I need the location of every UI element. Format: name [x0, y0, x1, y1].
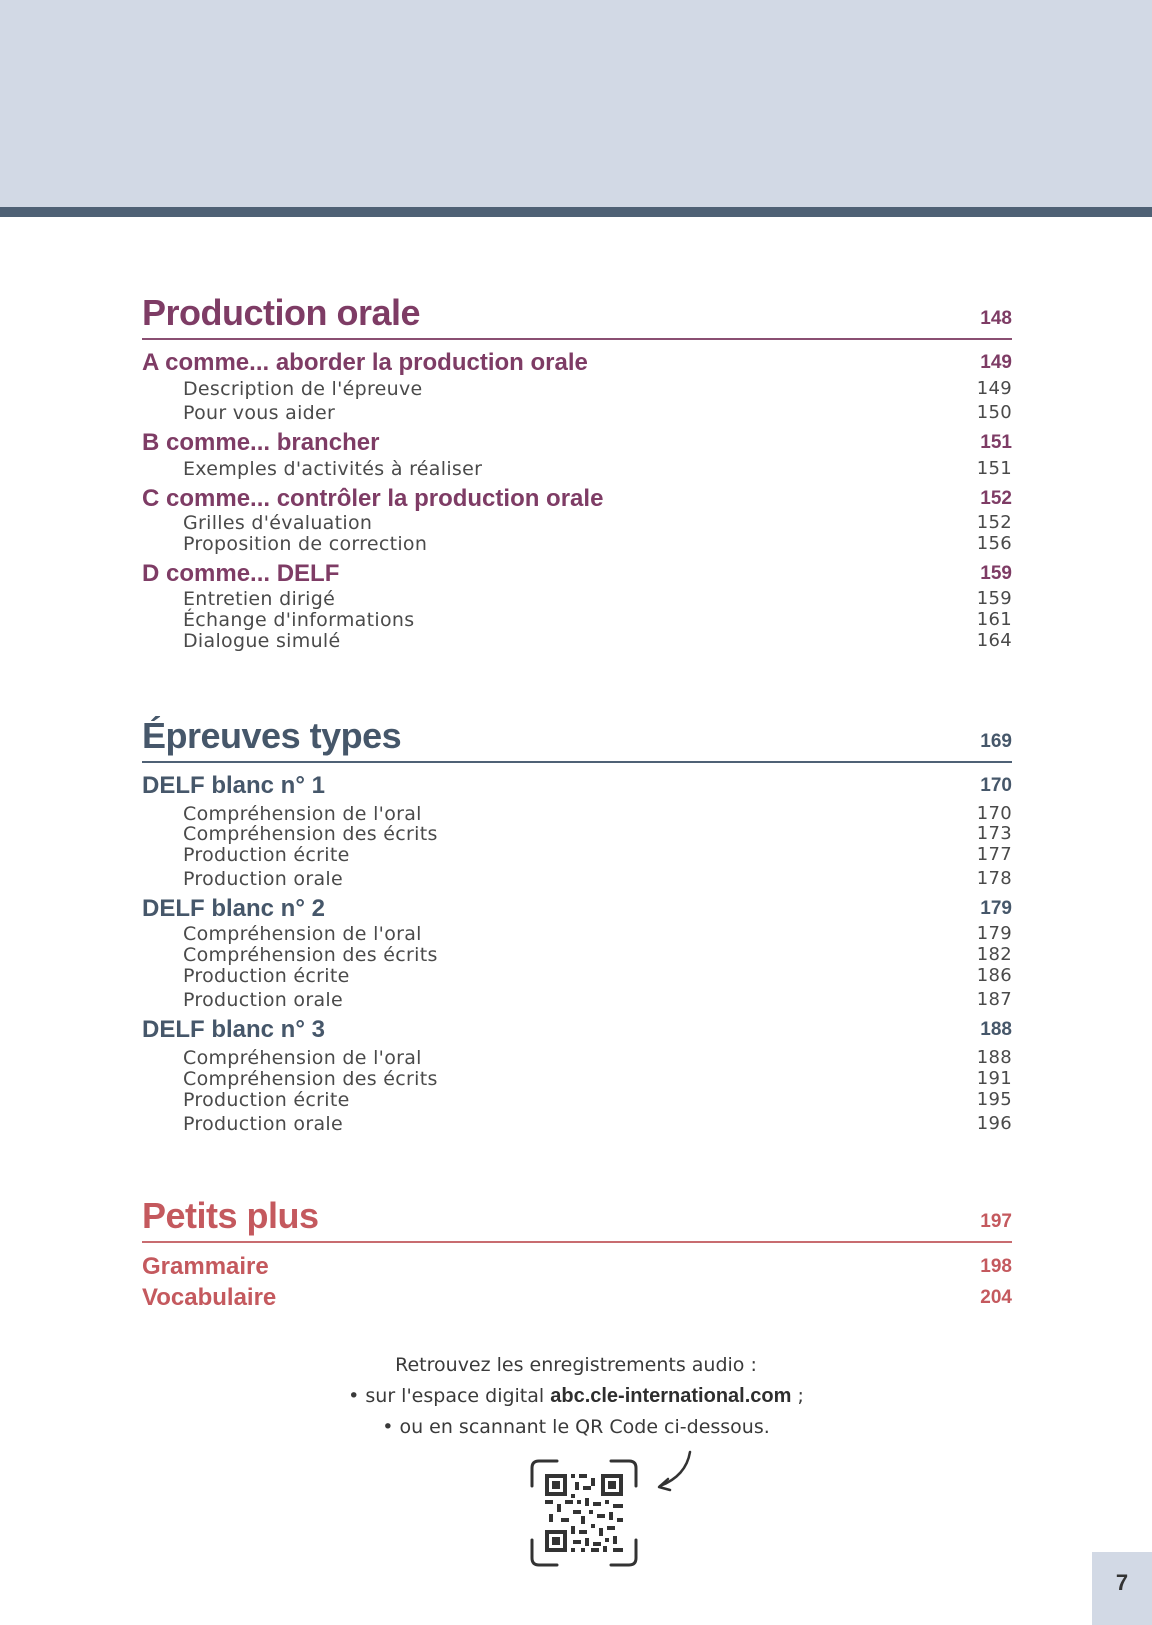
item-page: 151 [976, 458, 1012, 479]
chapter-title: Grammaire [142, 1253, 269, 1280]
item-label: Exemples d'activités à réaliser [183, 458, 483, 480]
section-title: Épreuves types [142, 715, 402, 756]
header-rule [0, 207, 1152, 217]
item-page: 187 [976, 989, 1012, 1010]
item-page: 179 [976, 923, 1012, 944]
chapter-row[interactable] [142, 484, 1012, 514]
item-label: Dialogue simulé [183, 630, 341, 652]
item-label: Entretien dirigé [183, 588, 336, 610]
item-label: Production orale [183, 989, 343, 1011]
toc-item[interactable] [142, 1089, 1012, 1111]
item-label: Compréhension de l'oral [183, 1047, 422, 1069]
chapter-row[interactable] [142, 771, 1012, 801]
chapter-row[interactable] [142, 428, 1012, 458]
chapter-row[interactable] [142, 1283, 1012, 1313]
chapter-page: 159 [980, 563, 1012, 584]
item-page: 186 [976, 965, 1012, 986]
item-page: 195 [976, 1089, 1012, 1110]
toc-section-production-orale [142, 292, 1012, 652]
toc-item[interactable] [142, 868, 1012, 890]
chapter-row[interactable] [142, 1252, 1012, 1282]
item-page: 191 [976, 1068, 1012, 1089]
item-page: 156 [976, 533, 1012, 554]
audio-info [0, 1350, 1152, 1443]
item-page: 164 [976, 630, 1012, 651]
toc-item[interactable] [142, 823, 1012, 845]
item-label: Proposition de correction [183, 533, 428, 555]
chapter-title: B comme... brancher [142, 429, 380, 456]
item-label: Compréhension des écrits [183, 823, 438, 845]
digital-space-link[interactable]: abc.cle-international.com [550, 1385, 792, 1407]
toc-item[interactable] [142, 803, 1012, 825]
line2-prefix: • sur l'espace digital [348, 1385, 551, 1407]
toc-item[interactable] [142, 1113, 1012, 1135]
toc-item[interactable] [142, 923, 1012, 945]
chapter-page: 151 [980, 432, 1012, 453]
chapter-title: DELF blanc n° 3 [142, 1016, 325, 1043]
item-label: Production écrite [183, 844, 350, 866]
item-page: 196 [976, 1113, 1012, 1134]
chapter-title: A comme... aborder la production orale [142, 349, 588, 376]
item-page: 161 [976, 609, 1012, 630]
item-page: 178 [976, 868, 1012, 889]
item-page: 149 [976, 378, 1012, 399]
audio-info-line1: Retrouvez les enregistrements audio : [395, 1354, 757, 1376]
chapter-title: DELF blanc n° 1 [142, 772, 325, 799]
item-page: 188 [976, 1047, 1012, 1068]
toc-item[interactable] [142, 402, 1012, 424]
chapter-page: 152 [980, 488, 1012, 509]
toc-item[interactable] [142, 533, 1012, 555]
item-label: Compréhension des écrits [183, 1068, 438, 1090]
toc-section-epreuves-types [142, 715, 1012, 1135]
item-label: Grilles d'évaluation [183, 512, 373, 534]
toc-item[interactable] [142, 844, 1012, 866]
toc-item[interactable] [142, 989, 1012, 1011]
item-label: Production orale [183, 1113, 343, 1135]
header-band [0, 0, 1152, 207]
toc-item[interactable] [142, 512, 1012, 534]
toc-item[interactable] [142, 944, 1012, 966]
chapter-page: 149 [980, 352, 1012, 373]
curved-arrow-icon [650, 1448, 700, 1498]
toc-item[interactable] [142, 1047, 1012, 1069]
chapter-page: 170 [980, 775, 1012, 796]
item-label: Production écrite [183, 1089, 350, 1111]
chapter-title: C comme... contrôler la production orale [142, 485, 604, 512]
audio-info-line2 [0, 1381, 1152, 1412]
item-label: Description de l'épreuve [183, 378, 423, 400]
chapter-title: D comme... DELF [142, 560, 340, 587]
section-header [142, 294, 1012, 340]
item-page: 152 [976, 512, 1012, 533]
chapter-title: DELF blanc n° 2 [142, 895, 325, 922]
toc-item[interactable] [142, 458, 1012, 480]
chapter-title: Vocabulaire [142, 1284, 277, 1311]
item-page: 150 [976, 402, 1012, 423]
toc-item[interactable] [142, 378, 1012, 400]
item-label: Production écrite [183, 965, 350, 987]
toc-item[interactable] [142, 1068, 1012, 1090]
section-title: Production orale [142, 292, 421, 333]
chapter-row[interactable] [142, 894, 1012, 924]
item-page: 177 [976, 844, 1012, 865]
toc-item[interactable] [142, 965, 1012, 987]
page-number-box [1092, 1552, 1152, 1625]
chapter-row[interactable] [142, 1015, 1012, 1045]
qr-code-icon[interactable] [529, 1458, 639, 1568]
toc-item[interactable] [142, 630, 1012, 652]
chapter-page: 188 [980, 1019, 1012, 1040]
item-page: 182 [976, 944, 1012, 965]
toc-item[interactable] [142, 588, 1012, 610]
item-label: Production orale [183, 868, 343, 890]
chapter-page: 198 [980, 1256, 1012, 1277]
item-label: Compréhension de l'oral [183, 803, 422, 825]
page-number: 7 [1115, 1570, 1129, 1595]
toc-section-petits-plus [142, 1195, 1012, 1311]
chapter-row[interactable] [142, 559, 1012, 589]
chapter-page: 204 [980, 1287, 1012, 1308]
chapter-page: 179 [980, 898, 1012, 919]
section-header [142, 1197, 1012, 1243]
section-title: Petits plus [142, 1195, 319, 1236]
item-label: Pour vous aider [183, 402, 336, 424]
section-page: 197 [980, 1211, 1012, 1232]
chapter-row[interactable] [142, 348, 1012, 378]
toc-item[interactable] [142, 609, 1012, 631]
section-header [142, 717, 1012, 763]
item-label: Compréhension de l'oral [183, 923, 422, 945]
section-page: 148 [980, 308, 1012, 329]
audio-info-line3: • ou en scannant le QR Code ci-dessous. [382, 1416, 770, 1438]
line2-suffix: ; [791, 1385, 804, 1407]
item-label: Échange d'informations [183, 609, 415, 631]
item-page: 173 [976, 823, 1012, 844]
item-label: Compréhension des écrits [183, 944, 438, 966]
section-page: 169 [980, 731, 1012, 752]
item-page: 159 [976, 588, 1012, 609]
item-page: 170 [976, 803, 1012, 824]
